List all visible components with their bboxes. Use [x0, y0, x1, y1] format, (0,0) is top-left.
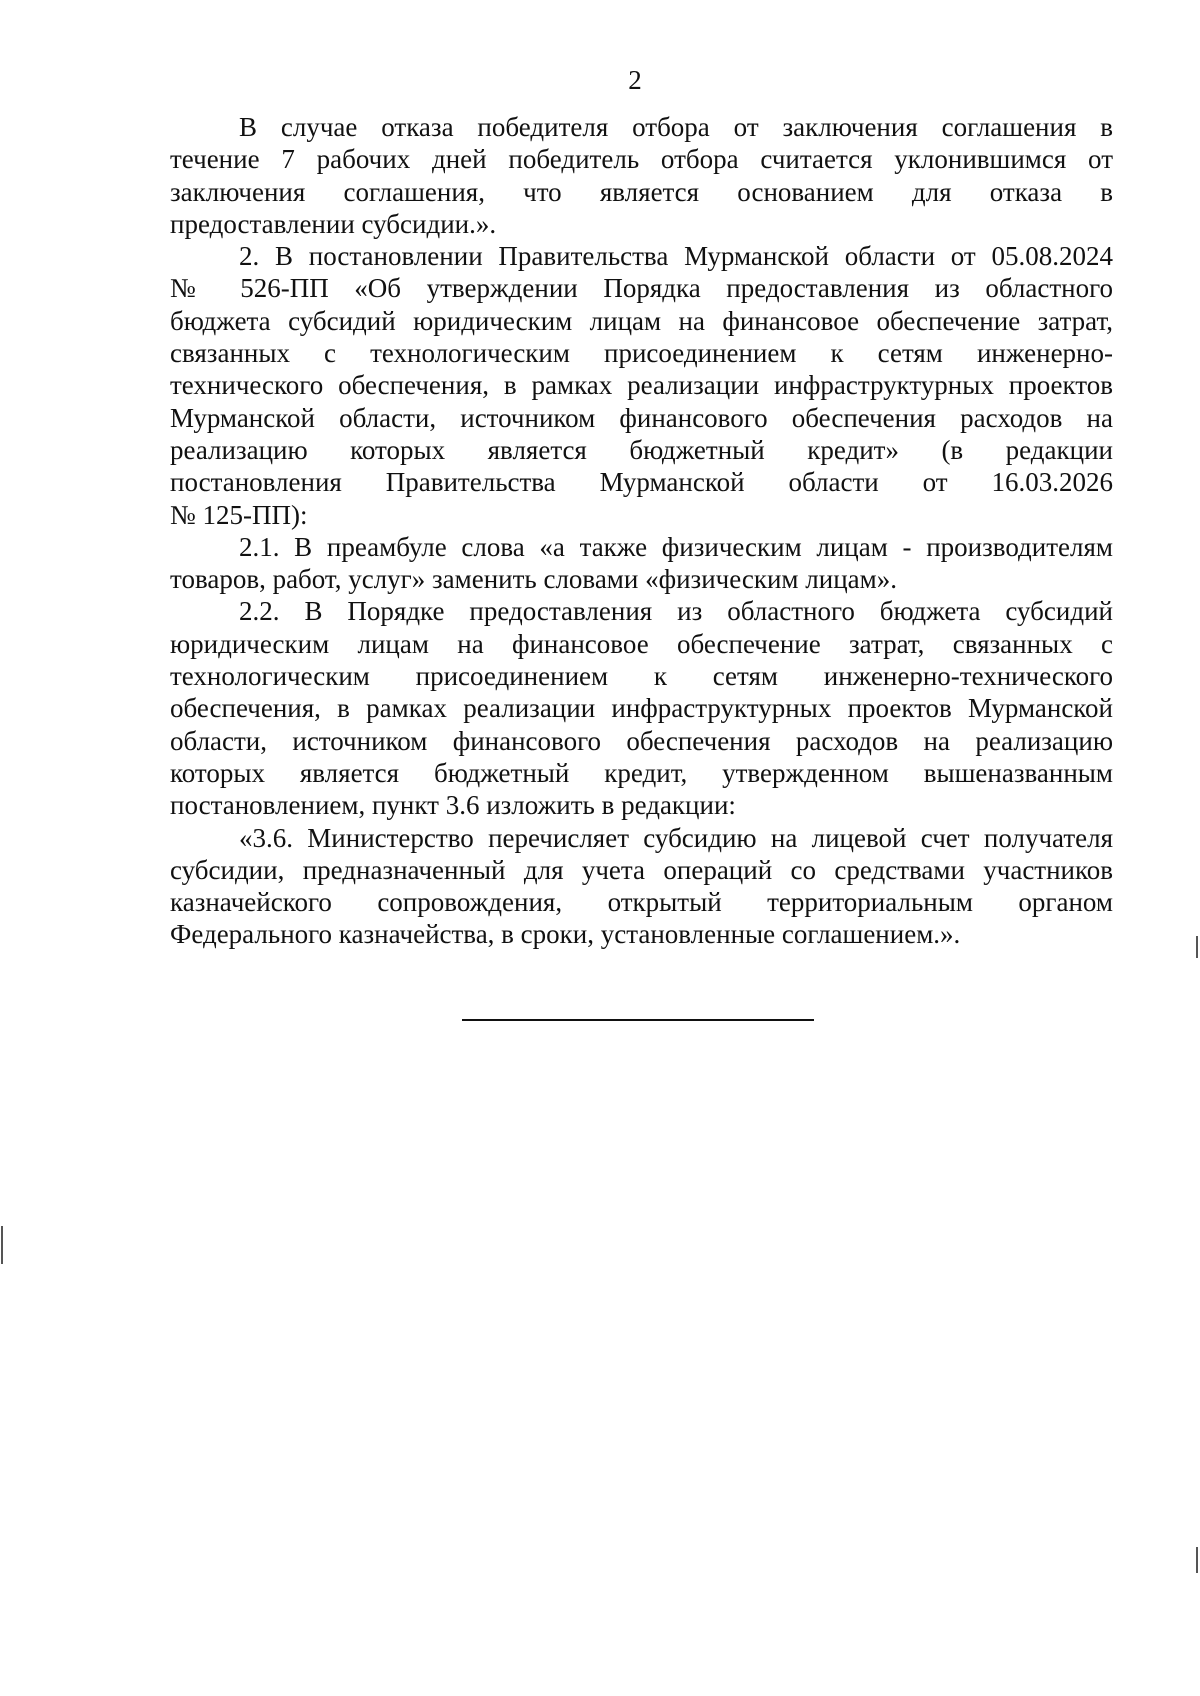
text-line: постановлением, пункт 3.6 изложить в редакции: [170, 790, 736, 821]
closing-divider-line [462, 1019, 814, 1021]
text-line: казначейского сопровождения, открытый территориальным органом [170, 887, 1113, 918]
paragraph-refusal-clause [170, 111, 1113, 240]
text-line: реализацию которых является бюджетный кредит» (в редакции [170, 434, 1113, 465]
text-line: области, источником финансового обеспечения расходов на реализацию [170, 725, 1113, 756]
text-line: связанных с технологическим присоединением к сетям инженерно- [170, 338, 1113, 369]
scan-edge-mark [1196, 1547, 1198, 1573]
text-line: Мурманской области, источником финансового обеспечения расходов на [170, 402, 1113, 433]
text-line: технического обеспечения, в рамках реализации инфраструктурных проектов [170, 370, 1113, 401]
paragraph-item-2-2 [170, 595, 1113, 821]
text-line: 2.1. В преамбуле слова «а также физическим лицам - производителям [239, 531, 1113, 562]
text-line: технологическим присоединением к сетям инженерно-технического [170, 661, 1113, 692]
text-line: товаров, работ, услуг» заменить словами «физическим лицам». [170, 564, 897, 595]
text-line: № 526-ПП «Об утверждении Порядка предоставления из областного [170, 273, 1113, 304]
text-line: заключения соглашения, что является основанием для отказа в [170, 176, 1113, 207]
text-line: которых является бюджетный кредит, утвержденном вышеназванным [170, 757, 1113, 788]
text-line: юридическим лицам на финансовое обеспечение затрат, связанных с [170, 628, 1113, 659]
paragraph-item-2 [170, 240, 1113, 531]
scan-edge-mark [1, 1226, 3, 1264]
paragraph-item-3-6-quote [170, 822, 1113, 951]
paragraph-item-2-1 [170, 531, 1113, 596]
text-line: бюджета субсидий юридическим лицам на финансовое обеспечение затрат, [170, 305, 1113, 336]
text-line: субсидии, предназначенный для учета операций со средствами участников [170, 854, 1113, 885]
text-line: В случае отказа победителя отбора от заключения соглашения в [239, 112, 1113, 142]
text-line: течение 7 рабочих дней победитель отбора считается уклонившимся от [170, 144, 1113, 175]
text-line: обеспечения, в рамках реализации инфраструктурных проектов Мурманской [170, 693, 1113, 724]
text-line: «3.6. Министерство перечисляет субсидию на лицевой счет получателя [239, 822, 1113, 853]
page-number: 2 [628, 65, 642, 95]
scan-edge-mark [1196, 936, 1198, 958]
document-body [170, 111, 1113, 951]
text-line: 2. В постановлении Правительства Мурманской области от 05.08.2024 [239, 241, 1113, 272]
text-line: 2.2. В Порядке предоставления из областного бюджета субсидий [239, 596, 1113, 627]
text-line: предоставлении субсидии.». [170, 208, 497, 239]
text-line: № 125-ПП): [170, 499, 308, 530]
text-line: Федерального казначейства, в сроки, установленные соглашением.». [170, 919, 961, 950]
text-line: постановления Правительства Мурманской области от 16.03.2026 [170, 467, 1113, 498]
